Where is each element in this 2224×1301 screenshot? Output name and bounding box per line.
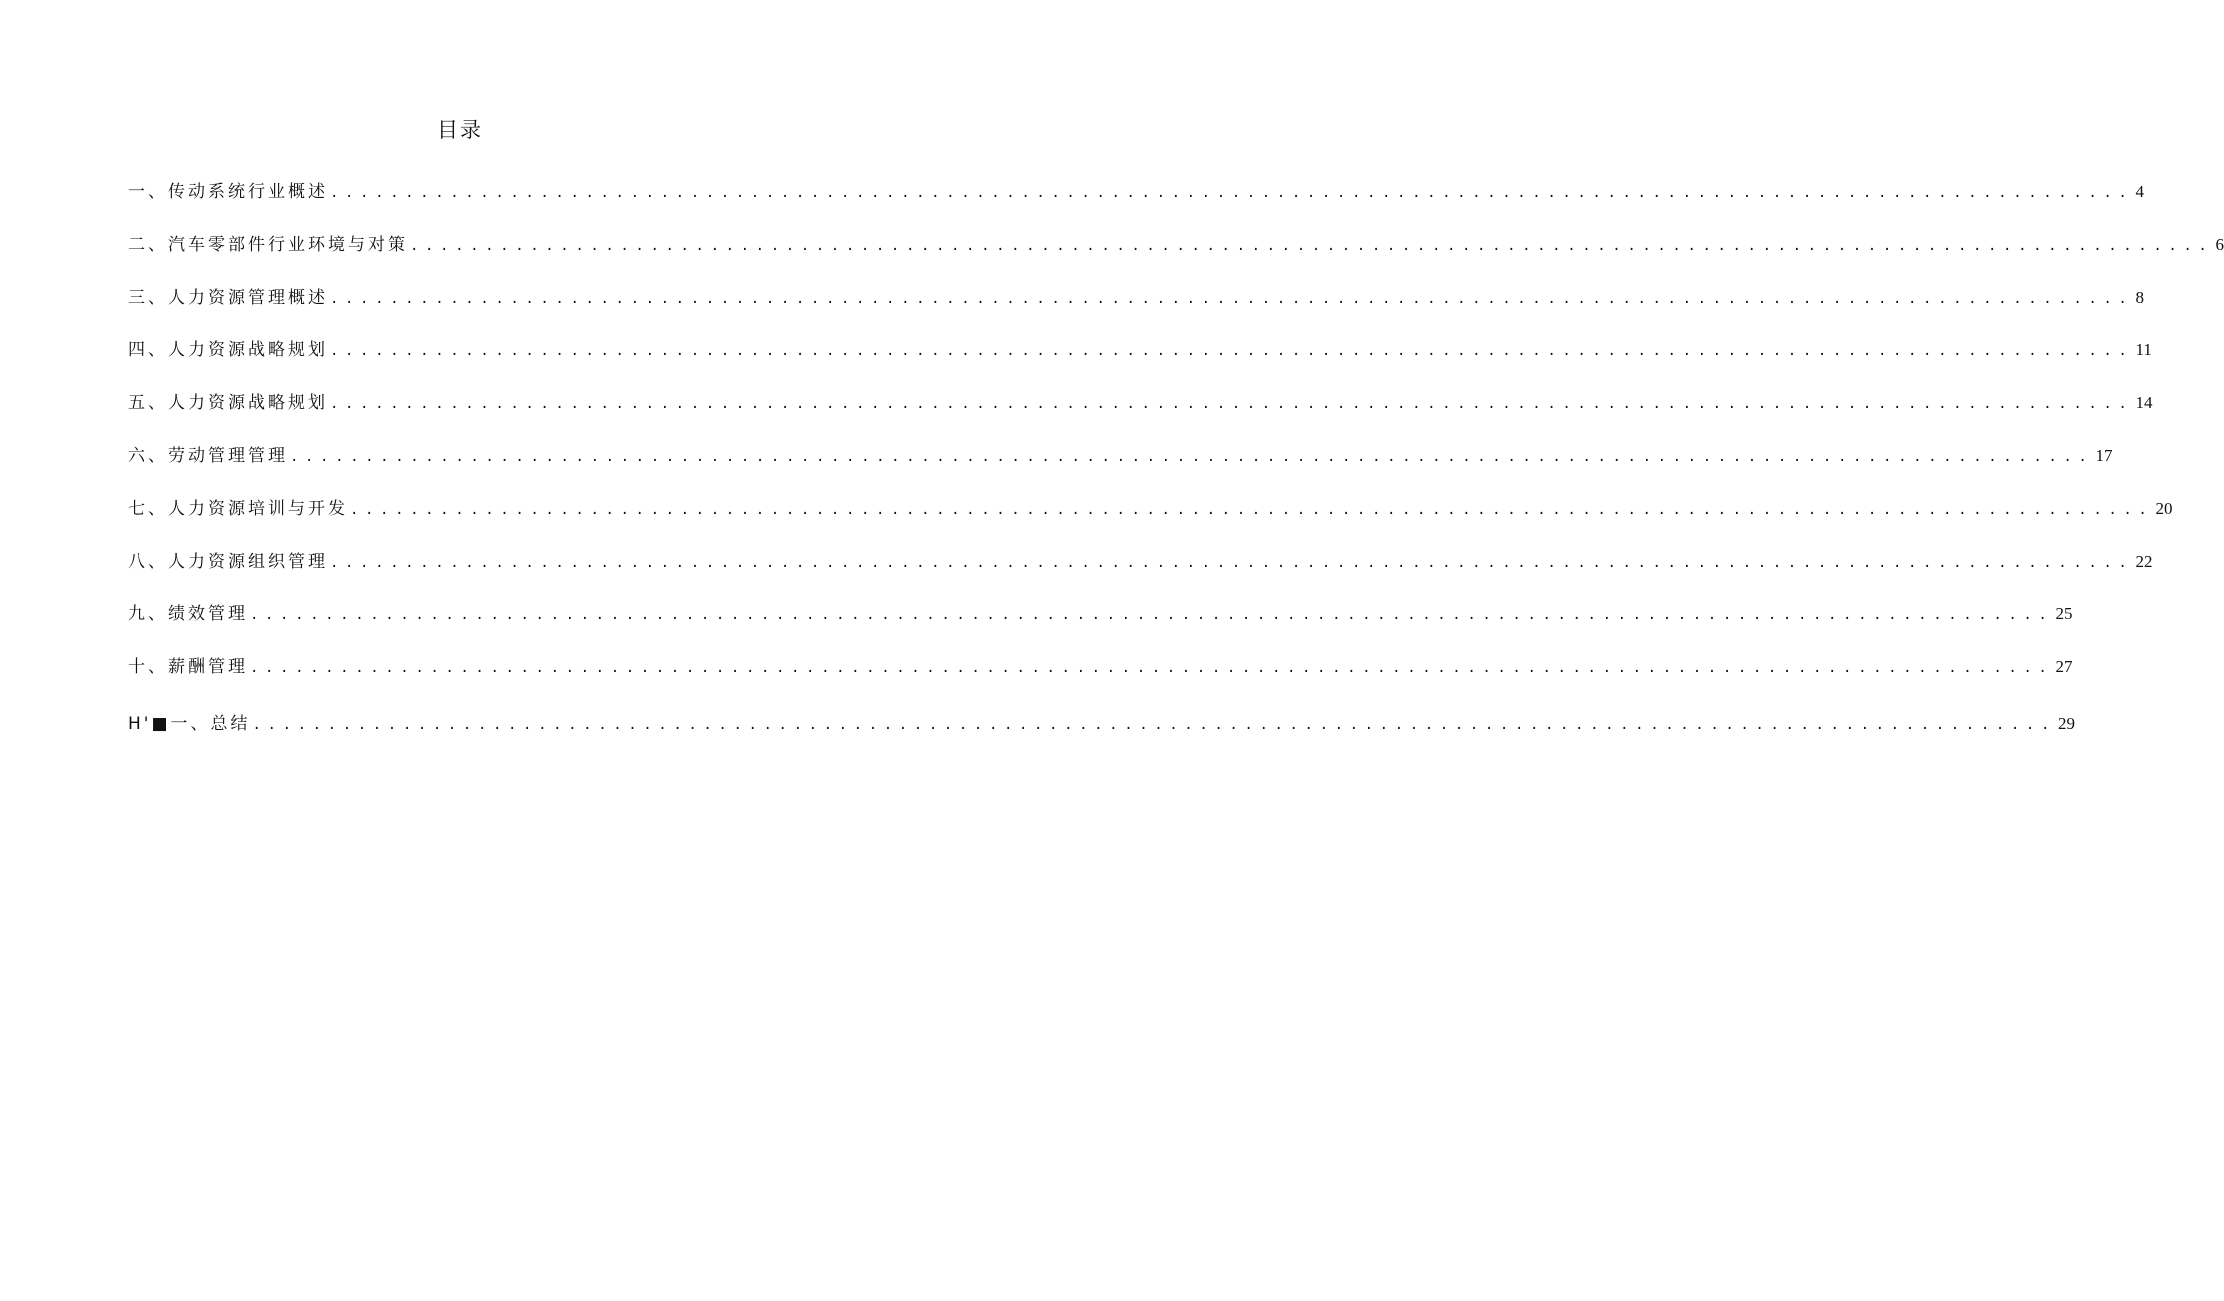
toc-entry[interactable] <box>128 600 2073 653</box>
toc-entry-page: 4 <box>2135 182 2144 201</box>
toc-entry-page: 27 <box>2055 657 2073 677</box>
toc-entry[interactable] <box>128 548 2153 601</box>
toc-entry[interactable] <box>128 231 2224 284</box>
toc-entry-label: 一、传动系统行业概述 <box>128 182 328 202</box>
toc-entry-page: 25 <box>2055 604 2073 624</box>
toc-entry-page: 20 <box>2155 498 2173 518</box>
toc-leader-dots: ........................................................................................................................ <box>330 554 2134 571</box>
toc-entry-page: 8 <box>2135 287 2144 307</box>
toc-entry[interactable] <box>128 495 2173 548</box>
toc-leader-dots: ........................................................................................................................ <box>250 607 2054 624</box>
toc-entry[interactable] <box>128 178 2144 231</box>
toc-leader-dots: ........................................................................................................................ <box>252 716 2056 733</box>
toc-leader-dots: ........................................................................................................................ <box>250 660 2054 677</box>
toc-entry-page: 22 <box>2135 551 2153 571</box>
toc-entry-page: 6 <box>2215 234 2224 254</box>
toc-entry-label: 二、汽车零部件行业环境与对策 <box>128 234 408 255</box>
toc-leader-dots: ........................................................................................................................ <box>330 396 2134 413</box>
toc-entry-page: 14 <box>2135 393 2153 413</box>
toc-leader-dots: ........................................................................................................................ <box>330 290 2134 307</box>
toc-leader-dots: ........................................................................................................................ <box>410 237 2214 254</box>
toc-entry-label: 六、劳动管理管理 <box>128 445 288 466</box>
toc-leader-dots: ........................................................................................................................ <box>350 501 2154 518</box>
toc-entry-label: 九、绩效管理 <box>128 604 248 625</box>
toc-leader-dots: ........................................................................................................................ <box>330 343 2134 360</box>
toc-entry-label: H'■一、总结 <box>128 713 251 734</box>
toc-entry-label: 七、人力资源培训与开发 <box>128 498 348 519</box>
toc-entry-page: 11 <box>2135 340 2152 360</box>
toc-title: 目录 <box>437 118 483 142</box>
toc-entry[interactable] <box>128 710 2075 763</box>
toc-leader-dots: ........................................................................................................................ <box>330 185 2134 201</box>
toc-entry-page: 17 <box>2095 445 2113 465</box>
toc-entry-label: 四、人力资源战略规划 <box>128 340 328 361</box>
toc-list <box>128 178 2224 763</box>
toc-entry[interactable] <box>128 389 2153 442</box>
toc-entry-label: 三、人力资源管理概述 <box>128 287 328 308</box>
toc-leader-dots: ........................................................................................................................ <box>290 448 2094 465</box>
toc-entry[interactable] <box>128 653 2073 706</box>
toc-entry[interactable] <box>128 442 2113 495</box>
toc-entry[interactable] <box>128 336 2152 389</box>
toc-entry-label: 五、人力资源战略规划 <box>128 393 328 414</box>
toc-entry-label: 八、人力资源组织管理 <box>128 551 328 572</box>
toc-entry-label: 十、薪酬管理 <box>128 657 248 678</box>
toc-entry[interactable] <box>128 284 2144 337</box>
toc-entry-page: 29 <box>2057 713 2075 733</box>
